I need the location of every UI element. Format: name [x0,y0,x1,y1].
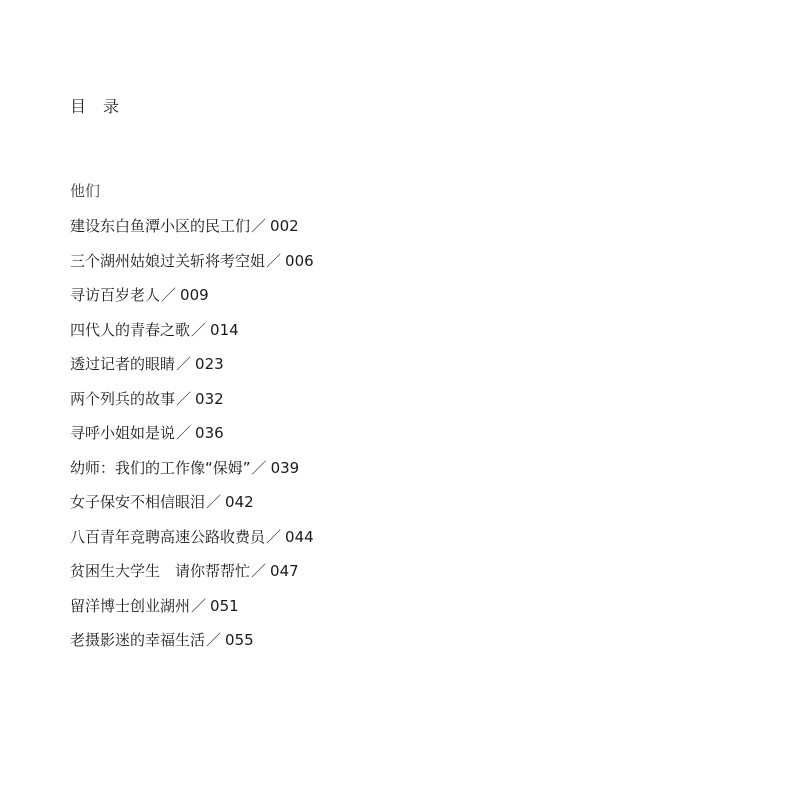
toc-entry[interactable] [70,388,314,423]
entry-title: 留洋博士创业湖州 [70,596,191,615]
toc-entry[interactable] [70,215,314,250]
entry-page: 032 [195,389,224,408]
entry-separator: ／ [251,458,267,477]
entry-separator: ／ [266,251,282,270]
entry-title: 四代人的青春之歌 [70,320,191,339]
entry-title: 老摄影迷的幸福生活 [70,631,206,649]
entry-title: 两个列兵的故事 [70,389,176,408]
entry-page: 009 [180,286,209,304]
entry-page: 002 [270,217,299,235]
entry-title: 三个湖州姑娘过关斩将考空姐 [70,251,266,270]
toc-entry[interactable] [70,284,314,319]
toc-entry[interactable] [70,491,314,526]
entry-page: 006 [285,251,314,270]
toc-entry[interactable] [70,250,314,285]
entry-separator: ／ [161,286,177,304]
toc-entry[interactable] [70,422,314,457]
section-title: 他们 [70,182,101,200]
entry-page: 042 [225,493,254,511]
entry-page: 039 [270,458,300,477]
entry-title: 寻访百岁老人 [70,286,161,304]
entry-separator: ／ [191,596,207,615]
entry-separator: ／ [206,493,222,511]
entry-page: 023 [195,355,224,373]
entry-page: 051 [210,596,239,615]
entry-separator: ／ [176,355,192,373]
entry-separator: ／ [176,389,192,408]
entry-separator: ／ [251,217,267,235]
page-title: 目 录 [70,97,120,116]
toc-entry[interactable] [70,353,314,388]
entry-title: 女子保安不相信眼泪 [70,493,206,511]
entry-separator: ／ [266,527,282,546]
toc-entry[interactable] [70,629,314,664]
toc-entry[interactable] [70,526,314,561]
toc-entry[interactable] [70,595,314,630]
entry-page: 014 [210,320,239,339]
entry-title: 透过记者的眼睛 [70,355,176,373]
entry-page: 047 [270,562,299,580]
entry-title: 幼师：我们的工作像“保姆” [70,458,251,477]
entry-page: 055 [225,631,254,649]
entry-separator: ／ [251,562,267,580]
entry-separator: ／ [176,424,192,442]
toc-entry[interactable] [70,319,314,354]
entry-title: 贫困生大学生 请你帮帮忙 [70,562,251,580]
entry-title: 八百青年竞聘高速公路收费员 [70,527,266,546]
toc-list [70,215,314,664]
toc-entry[interactable] [70,560,314,595]
entry-separator: ／ [206,631,222,649]
entry-title: 寻呼小姐如是说 [70,424,176,442]
toc-entry[interactable] [70,457,314,492]
entry-separator: ／ [191,320,207,339]
entry-title: 建设东白鱼潭小区的民工们 [70,217,251,235]
entry-page: 036 [195,424,224,442]
entry-page: 044 [285,527,314,546]
